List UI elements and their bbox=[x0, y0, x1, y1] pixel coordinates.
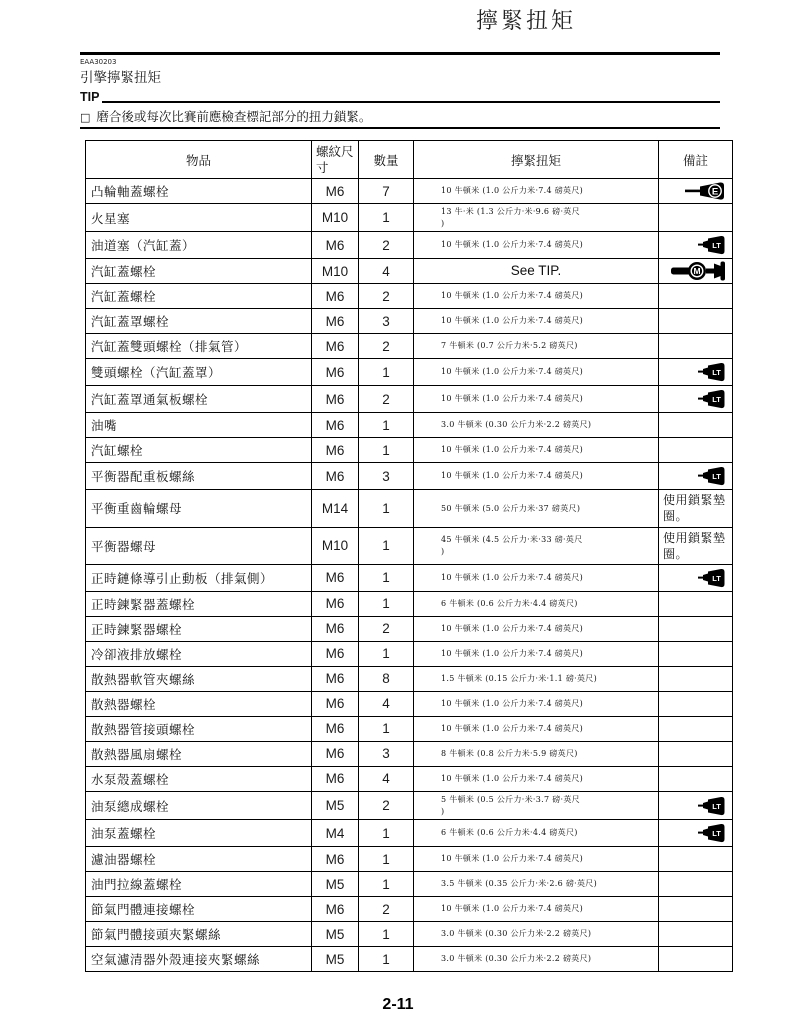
loctite-icon bbox=[697, 361, 727, 383]
header-thread-size: 螺紋尺寸 bbox=[312, 141, 359, 179]
quantity-cell: 2 bbox=[359, 897, 414, 922]
quantity-cell: 1 bbox=[359, 490, 414, 527]
torque-cell: 45 牛頓米 (4.5 公斤力·米·33 磅·英尺 ) bbox=[414, 527, 659, 564]
remark-cell bbox=[659, 741, 733, 766]
quantity-cell: 2 bbox=[359, 386, 414, 413]
quantity-cell: 1 bbox=[359, 204, 414, 232]
thread-size-cell: M6 bbox=[312, 463, 359, 490]
quantity-cell: 4 bbox=[359, 766, 414, 791]
item-name-cell: 汽缸蓋罩通氣板螺栓 bbox=[86, 386, 312, 413]
torque-cell: 1.5 牛頓米 (0.15 公斤力·米·1.1 磅·英尺) bbox=[414, 666, 659, 691]
table-row bbox=[86, 359, 733, 386]
torque-cell: See TIP. bbox=[414, 259, 659, 284]
table-row bbox=[86, 691, 733, 716]
thread-size-cell: M6 bbox=[312, 438, 359, 463]
table-header-row bbox=[86, 141, 733, 179]
item-name-cell: 油道塞（汽缸蓋） bbox=[86, 232, 312, 259]
item-name-cell: 汽缸蓋罩螺栓 bbox=[86, 309, 312, 334]
item-name-cell: 散熱器軟管夾螺絲 bbox=[86, 666, 312, 691]
torque-cell: 5 牛頓米 (0.5 公斤力·米·3.7 磅·英尺 ) bbox=[414, 791, 659, 819]
svg-text:E: E bbox=[711, 186, 719, 198]
item-name-cell: 水泵殼蓋螺栓 bbox=[86, 766, 312, 791]
table-row bbox=[86, 897, 733, 922]
mid-rule bbox=[80, 127, 720, 129]
torque-cell: 3.0 牛頓米 (0.30 公斤力米·2.2 磅英尺) bbox=[414, 922, 659, 947]
loctite-icon bbox=[697, 234, 727, 256]
table-row bbox=[86, 284, 733, 309]
table-row bbox=[86, 591, 733, 616]
quantity-cell: 1 bbox=[359, 947, 414, 972]
torque-cell: 10 牛頓米 (1.0 公斤力米·7.4 磅英尺) bbox=[414, 616, 659, 641]
table-row bbox=[86, 564, 733, 591]
remark-cell bbox=[659, 232, 733, 259]
torque-cell: 10 牛頓米 (1.0 公斤力米·7.4 磅英尺) bbox=[414, 847, 659, 872]
table-row bbox=[86, 872, 733, 897]
svg-text:LT: LT bbox=[712, 241, 721, 251]
svg-text:LT: LT bbox=[712, 574, 721, 584]
tip-label: TIP bbox=[80, 90, 100, 104]
torque-cell: 3.0 牛頓米 (0.30 公斤力米·2.2 磅英尺) bbox=[414, 413, 659, 438]
quantity-cell: 1 bbox=[359, 716, 414, 741]
item-name-cell: 汽缸蓋螺栓 bbox=[86, 259, 312, 284]
loctite-icon bbox=[697, 465, 727, 487]
item-name-cell: 汽缸蓋雙頭螺栓（排氣管） bbox=[86, 334, 312, 359]
thread-size-cell: M10 bbox=[312, 204, 359, 232]
remark-cell bbox=[659, 259, 733, 284]
quantity-cell: 1 bbox=[359, 438, 414, 463]
item-name-cell: 正時鏈條導引止動板（排氣側） bbox=[86, 564, 312, 591]
remark-cell bbox=[659, 897, 733, 922]
torque-cell: 10 牛頓米 (1.0 公斤力米·7.4 磅英尺) bbox=[414, 766, 659, 791]
torque-cell: 8 牛頓米 (0.8 公斤力米·5.9 磅英尺) bbox=[414, 741, 659, 766]
engine-oil-icon bbox=[685, 181, 727, 201]
remark-cell bbox=[659, 284, 733, 309]
thread-size-cell: M6 bbox=[312, 309, 359, 334]
item-name-cell: 汽缸蓋螺栓 bbox=[86, 284, 312, 309]
quantity-cell: 3 bbox=[359, 463, 414, 490]
table-row bbox=[86, 232, 733, 259]
quantity-cell: 3 bbox=[359, 309, 414, 334]
remark-cell bbox=[659, 179, 733, 204]
svg-text:M: M bbox=[693, 266, 701, 277]
torque-cell: 6 牛頓米 (0.6 公斤力米·4.4 磅英尺) bbox=[414, 820, 659, 847]
table-row bbox=[86, 490, 733, 527]
item-name-cell: 空氣濾清器外殼連接夾緊螺絲 bbox=[86, 947, 312, 972]
thread-size-cell: M6 bbox=[312, 232, 359, 259]
torque-cell: 10 牛頓米 (1.0 公斤力米·7.4 磅英尺) bbox=[414, 359, 659, 386]
quantity-cell: 4 bbox=[359, 691, 414, 716]
header-quantity: 數量 bbox=[359, 141, 414, 179]
remark-cell bbox=[659, 766, 733, 791]
table-row bbox=[86, 179, 733, 204]
remark-cell bbox=[659, 666, 733, 691]
thread-size-cell: M6 bbox=[312, 897, 359, 922]
quantity-cell: 8 bbox=[359, 666, 414, 691]
table-row bbox=[86, 766, 733, 791]
quantity-cell: 1 bbox=[359, 847, 414, 872]
item-name-cell: 汽缸螺栓 bbox=[86, 438, 312, 463]
thread-size-cell: M6 bbox=[312, 413, 359, 438]
torque-cell: 10 牛頓米 (1.0 公斤力米·7.4 磅英尺) bbox=[414, 386, 659, 413]
remark-cell bbox=[659, 716, 733, 741]
table-row bbox=[86, 616, 733, 641]
torque-cell: 10 牛頓米 (1.0 公斤力米·7.4 磅英尺) bbox=[414, 284, 659, 309]
thread-size-cell: M6 bbox=[312, 847, 359, 872]
remark-cell bbox=[659, 616, 733, 641]
table-row bbox=[86, 463, 733, 490]
quantity-cell: 1 bbox=[359, 872, 414, 897]
quantity-cell: 1 bbox=[359, 591, 414, 616]
remark-cell bbox=[659, 922, 733, 947]
thread-size-cell: M6 bbox=[312, 564, 359, 591]
quantity-cell: 3 bbox=[359, 741, 414, 766]
header-torque: 擰緊扭矩 bbox=[414, 141, 659, 179]
remark-cell bbox=[659, 641, 733, 666]
torque-cell: 10 牛頓米 (1.0 公斤力米·7.4 磅英尺) bbox=[414, 716, 659, 741]
thread-size-cell: M6 bbox=[312, 179, 359, 204]
quantity-cell: 4 bbox=[359, 259, 414, 284]
quantity-cell: 1 bbox=[359, 413, 414, 438]
remark-cell bbox=[659, 872, 733, 897]
torque-cell: 3.0 牛頓米 (0.30 公斤力米·2.2 磅英尺) bbox=[414, 947, 659, 972]
torque-cell: 10 牛頓米 (1.0 公斤力米·7.4 磅英尺) bbox=[414, 179, 659, 204]
quantity-cell: 1 bbox=[359, 641, 414, 666]
torque-table bbox=[85, 140, 733, 972]
torque-cell: 10 牛頓米 (1.0 公斤力米·7.4 磅英尺) bbox=[414, 463, 659, 490]
remark-cell bbox=[659, 463, 733, 490]
thread-size-cell: M6 bbox=[312, 691, 359, 716]
table-row bbox=[86, 716, 733, 741]
remark-cell bbox=[659, 359, 733, 386]
tip-underline bbox=[102, 101, 720, 103]
item-name-cell: 正時鍊緊器蓋螺栓 bbox=[86, 591, 312, 616]
item-name-cell: 凸輪軸蓋螺栓 bbox=[86, 179, 312, 204]
remark-cell bbox=[659, 564, 733, 591]
thread-size-cell: M6 bbox=[312, 616, 359, 641]
remark-cell bbox=[659, 527, 733, 564]
item-name-cell: 油門拉線蓋螺栓 bbox=[86, 872, 312, 897]
torque-cell: 10 牛頓米 (1.0 公斤力米·7.4 磅英尺) bbox=[414, 641, 659, 666]
tip-heading bbox=[80, 90, 720, 104]
loctite-icon bbox=[697, 388, 727, 410]
tip-text-body: 磨合後或每次比賽前應檢查標記部分的扭力鎖緊。 bbox=[96, 109, 372, 124]
item-name-cell: 濾油器螺栓 bbox=[86, 847, 312, 872]
remark-cell bbox=[659, 386, 733, 413]
torque-cell: 13 牛·米 (1.3 公斤力·米·9.6 磅·英尺 ) bbox=[414, 204, 659, 232]
item-name-cell: 正時鍊緊器螺栓 bbox=[86, 616, 312, 641]
thread-size-cell: M6 bbox=[312, 359, 359, 386]
item-name-cell: 散熱器螺栓 bbox=[86, 691, 312, 716]
bullet-square-icon: □ bbox=[80, 111, 91, 124]
thread-size-cell: M6 bbox=[312, 716, 359, 741]
torque-cell: 10 牛頓米 (1.0 公斤力米·7.4 磅英尺) bbox=[414, 438, 659, 463]
item-name-cell: 火星塞 bbox=[86, 204, 312, 232]
remark-cell bbox=[659, 204, 733, 232]
thread-size-cell: M10 bbox=[312, 527, 359, 564]
quantity-cell: 7 bbox=[359, 179, 414, 204]
table-row bbox=[86, 922, 733, 947]
quantity-cell: 1 bbox=[359, 564, 414, 591]
table-row bbox=[86, 438, 733, 463]
item-name-cell: 平衡器螺母 bbox=[86, 527, 312, 564]
item-name-cell: 油嘴 bbox=[86, 413, 312, 438]
molybdenum-oil-wrench-icon bbox=[671, 261, 727, 281]
header-item: 物品 bbox=[86, 141, 312, 179]
section-code: EAA30203 bbox=[80, 58, 117, 66]
remark-cell bbox=[659, 438, 733, 463]
table-row bbox=[86, 259, 733, 284]
svg-text:LT: LT bbox=[712, 801, 721, 811]
table-row bbox=[86, 741, 733, 766]
table-row bbox=[86, 847, 733, 872]
table-row bbox=[86, 791, 733, 819]
svg-text:LT: LT bbox=[712, 368, 721, 378]
remark-text: 使用鎖緊墊圈。 bbox=[663, 493, 726, 524]
quantity-cell: 1 bbox=[359, 820, 414, 847]
thread-size-cell: M14 bbox=[312, 490, 359, 527]
thread-size-cell: M6 bbox=[312, 641, 359, 666]
remark-cell bbox=[659, 334, 733, 359]
quantity-cell: 2 bbox=[359, 791, 414, 819]
quantity-cell: 2 bbox=[359, 334, 414, 359]
svg-text:LT: LT bbox=[712, 395, 721, 405]
thread-size-cell: M4 bbox=[312, 820, 359, 847]
remark-cell bbox=[659, 820, 733, 847]
table-row bbox=[86, 666, 733, 691]
item-name-cell: 平衡重齒輪螺母 bbox=[86, 490, 312, 527]
table-row bbox=[86, 641, 733, 666]
quantity-cell: 2 bbox=[359, 616, 414, 641]
item-name-cell: 冷卻液排放螺栓 bbox=[86, 641, 312, 666]
thread-size-cell: M5 bbox=[312, 922, 359, 947]
table-row bbox=[86, 334, 733, 359]
table-row bbox=[86, 386, 733, 413]
thread-size-cell: M5 bbox=[312, 872, 359, 897]
thread-size-cell: M5 bbox=[312, 947, 359, 972]
torque-table-body bbox=[86, 179, 733, 972]
torque-cell: 10 牛頓米 (1.0 公斤力米·7.4 磅英尺) bbox=[414, 564, 659, 591]
table-row bbox=[86, 527, 733, 564]
svg-text:LT: LT bbox=[712, 829, 721, 839]
torque-cell: 6 牛頓米 (0.6 公斤力米·4.4 磅英尺) bbox=[414, 591, 659, 616]
page-number: 2-11 bbox=[382, 996, 414, 1013]
thread-size-cell: M6 bbox=[312, 386, 359, 413]
item-name-cell: 油泵總成螺栓 bbox=[86, 791, 312, 819]
header-remarks: 備註 bbox=[659, 141, 733, 179]
quantity-cell: 1 bbox=[359, 527, 414, 564]
remark-cell bbox=[659, 791, 733, 819]
table-row bbox=[86, 820, 733, 847]
svg-text:LT: LT bbox=[712, 472, 721, 482]
remark-cell bbox=[659, 691, 733, 716]
table-row bbox=[86, 204, 733, 232]
item-name-cell: 平衡器配重板螺絲 bbox=[86, 463, 312, 490]
thread-size-cell: M6 bbox=[312, 284, 359, 309]
item-name-cell: 雙頭螺栓（汽缸蓋罩） bbox=[86, 359, 312, 386]
remark-cell bbox=[659, 947, 733, 972]
quantity-cell: 2 bbox=[359, 284, 414, 309]
quantity-cell: 1 bbox=[359, 359, 414, 386]
loctite-icon bbox=[697, 567, 727, 589]
torque-cell: 7 牛頓米 (0.7 公斤力米·5.2 磅英尺) bbox=[414, 334, 659, 359]
item-name-cell: 散熱器風扇螺栓 bbox=[86, 741, 312, 766]
tip-text bbox=[80, 107, 371, 125]
thread-size-cell: M10 bbox=[312, 259, 359, 284]
loctite-icon bbox=[697, 822, 727, 844]
remark-cell bbox=[659, 591, 733, 616]
remark-cell bbox=[659, 847, 733, 872]
table-row bbox=[86, 413, 733, 438]
torque-cell: 10 牛頓米 (1.0 公斤力米·7.4 磅英尺) bbox=[414, 897, 659, 922]
quantity-cell: 2 bbox=[359, 232, 414, 259]
loctite-icon bbox=[697, 795, 727, 817]
thread-size-cell: M6 bbox=[312, 741, 359, 766]
table-row bbox=[86, 309, 733, 334]
torque-cell: 10 牛頓米 (1.0 公斤力米·7.4 磅英尺) bbox=[414, 232, 659, 259]
torque-cell: 3.5 牛頓米 (0.35 公斤力·米·2.6 磅·英尺) bbox=[414, 872, 659, 897]
torque-cell: 10 牛頓米 (1.0 公斤力米·7.4 磅英尺) bbox=[414, 309, 659, 334]
remark-cell bbox=[659, 413, 733, 438]
remark-cell bbox=[659, 490, 733, 527]
item-name-cell: 節氣門體接頭夾緊螺絲 bbox=[86, 922, 312, 947]
thread-size-cell: M6 bbox=[312, 766, 359, 791]
item-name-cell: 散熱器管接頭螺栓 bbox=[86, 716, 312, 741]
thread-size-cell: M6 bbox=[312, 666, 359, 691]
section-title: 引擎擰緊扭矩 bbox=[80, 70, 161, 86]
table-row bbox=[86, 947, 733, 972]
thread-size-cell: M5 bbox=[312, 791, 359, 819]
item-name-cell: 節氣門體連接螺栓 bbox=[86, 897, 312, 922]
torque-cell: 10 牛頓米 (1.0 公斤力米·7.4 磅英尺) bbox=[414, 691, 659, 716]
thread-size-cell: M6 bbox=[312, 334, 359, 359]
remark-cell bbox=[659, 309, 733, 334]
torque-cell: 50 牛頓米 (5.0 公斤力米·37 磅英尺) bbox=[414, 490, 659, 527]
quantity-cell: 1 bbox=[359, 922, 414, 947]
top-rule bbox=[80, 52, 720, 55]
page-title: 擰緊扭矩 bbox=[476, 9, 577, 34]
item-name-cell: 油泵蓋螺栓 bbox=[86, 820, 312, 847]
remark-text: 使用鎖緊墊圈。 bbox=[663, 530, 726, 561]
thread-size-cell: M6 bbox=[312, 591, 359, 616]
